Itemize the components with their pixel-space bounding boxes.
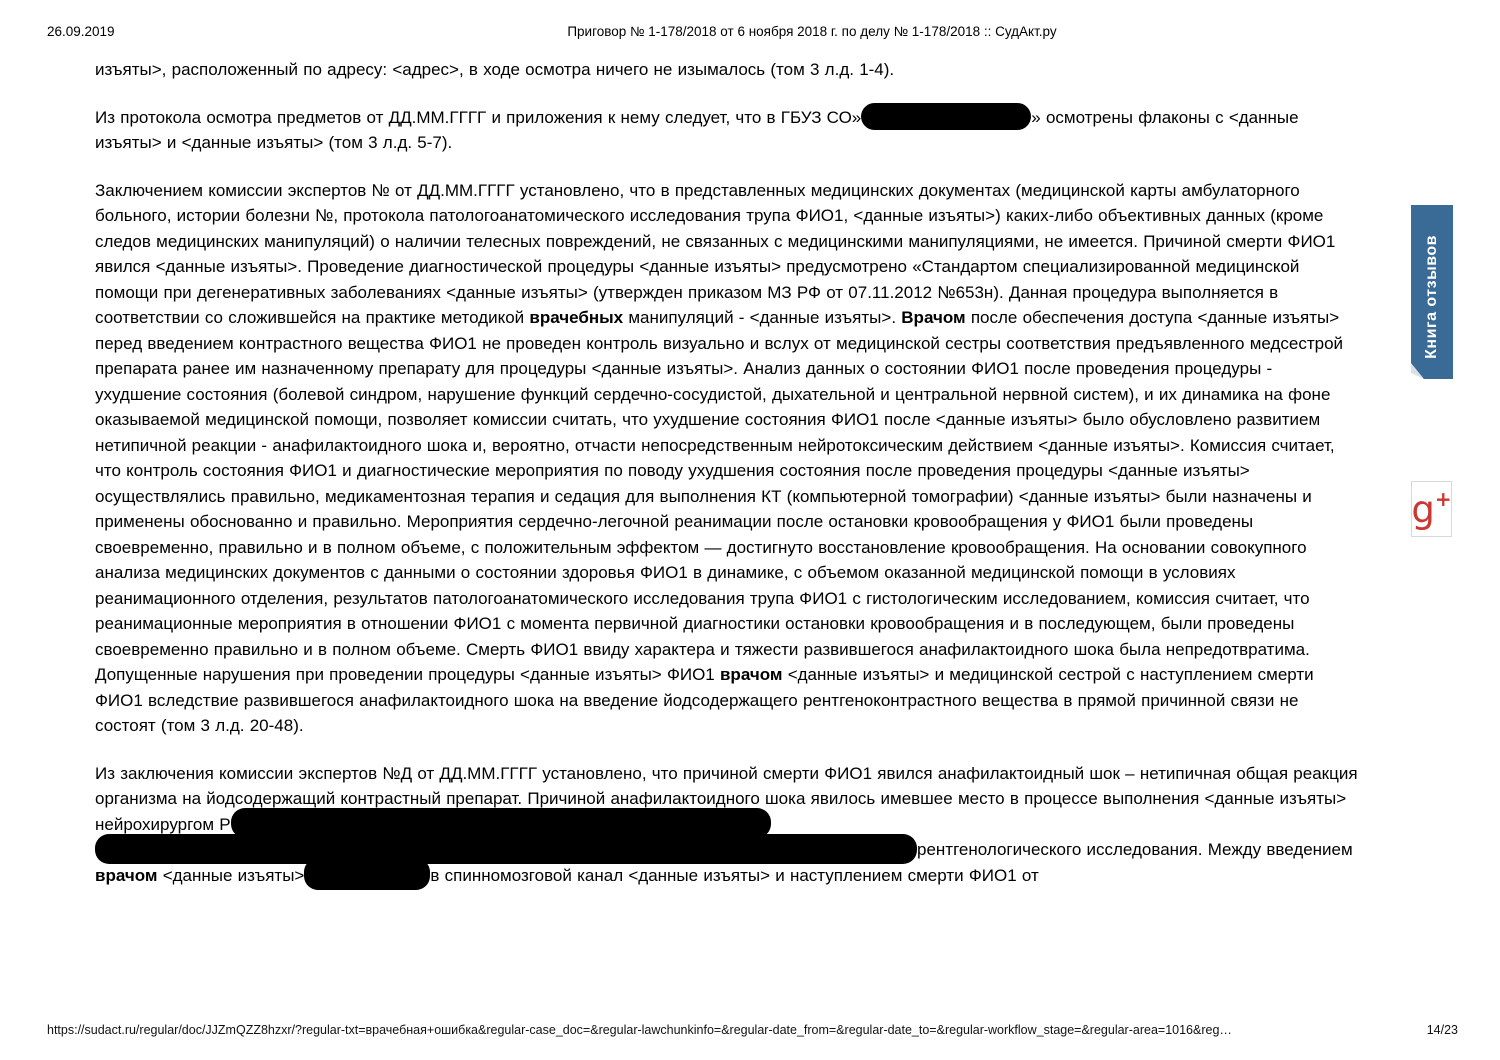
- print-footer-url: https://sudact.ru/regular/doc/JJZmQZZ8hzxr/?regular-txt=врачебная+ошибка&regular-case_doc=&regular-lawchunkinfo=&regular-date_from=&regular-date_to=&regular-workflow_stage=&regular-area=1016&reg…: [47, 1023, 1232, 1037]
- google-plus-plus-glyph: +: [1434, 487, 1452, 511]
- google-plus-g-glyph: g: [1411, 487, 1435, 531]
- highlighted-term: врачом: [95, 865, 158, 885]
- redaction-bar: [95, 834, 917, 864]
- feedback-tab-label: Книга отзывов: [1423, 235, 1440, 359]
- print-footer-page-indicator: 14/23: [1426, 1023, 1458, 1037]
- google-plus-icon[interactable]: [1411, 481, 1452, 537]
- document-body: [95, 57, 1361, 910]
- feedback-book-tab[interactable]: [1411, 205, 1453, 379]
- paragraph: [95, 105, 1361, 156]
- text-run: <данные изъяты>: [157, 865, 305, 885]
- text-run: манипуляций - <данные изъяты>.: [623, 308, 902, 327]
- text-run: Из протокола осмотра предметов от ДД.ММ.ГГГГ и приложения к нему следует, что в ГБУЗ СО»: [95, 107, 862, 127]
- text-run: Заключением комиссии экспертов № от ДД.ММ.ГГГГ установлено, что в представленных медицинских документах (медицинской карты амбулаторного больного, истории болезни №, протокола патологоанатомического исследования трупа ФИО1, <данные изъяты>) каких-либо объективных данных (кроме следов медицинских манипуляций) о наличии телесных повреждений, не связанных с медицинскими манипуляциями, не имеется. Причиной смерти ФИО1 явился <данные изъяты>. Проведение диагностической процедуры <данные изъяты> предусмотрено «Стандартом специализированной медицинской помощи при дегенеративных заболеваниях <данные изъяты> (утвержден приказом МЗ РФ от 07.11.2012 №653н). Данная процедура выполняется в соответствии со сложившейся на практике методикой: [95, 180, 1336, 327]
- text-run: изъяты>, расположенный по адресу: <адрес>, в ходе осмотра ничего не изымалось (том 3 л.д. 1-4).: [95, 60, 895, 79]
- paragraph: [95, 178, 1361, 739]
- text-run: Из заключения комиссии экспертов №Д от ДД.ММ.ГГГГ установлено, что причиной смерти ФИО1 явился анафилактоидный шок – нетипичная общая реакция организма на йодсодержащий контрастный препарат. Причиной анафилактоидного шока явилось имевшее место в процессе выполнения <данные изъяты> нейрохирургом Р: [95, 763, 1358, 834]
- text-run: в спинномозговой канал <данные изъяты> и наступлением смерти ФИО1 от: [430, 865, 1039, 885]
- text-run: после обеспечения доступа <данные изъяты> перед введением контрастного вещества ФИО1 не проведен контроль визуально и вслух от медицинской сестры соответствия предъявленного медсестрой препарата ранее им назначенному препарату для процедуры <данные изъяты>. Анализ данных о состоянии ФИО1 после проведения процедуры - ухудшение состояния (болевой синдром, нарушение функций сердечно-сосудистой, дыхательной и центральной нервной систем), и их динамика на фоне оказываемой медицинской помощи, позволяет комиссии считать, что ухудшение состояния ФИО1 после <данные изъяты> было обусловлено развитием нетипичной реакции - анафилактоидного шока и, вероятно, отчасти непосредственным нейротоксическим действием <данные изъяты>. Комиссия считает, что контроль состояния ФИО1 и диагностические мероприятия по поводу ухудшения состояния после проведения процедуры <данные изъяты> осуществлялись правильно, медикаментозная терапия и седация для выполнения КТ (компьютерной томографии) <данные изъяты> были назначены и применены обоснованно и правильно. Мероприятия сердечно-легочной реанимации после остановки кровообращения у ФИО1 были проведены своевременно, правильно и в полном объеме, с положительным эффектом — достигнуто восстановление кровообращения. На основании совокупного анализа медицинских документов с данными о состоянии здоровья ФИО1 в динамике, с объемом оказанной медицинской помощи в условиях реанимационного отделения, результатов патологоанатомического исследования трупа ФИО1 с гистологическим исследованием, комиссия считает, что реанимационные мероприятия в отношении ФИО1 с момента первичной диагностики остановки кровообращения и в последующем, были проведены своевременно правильно и в полном объеме. Смерть ФИО1 ввиду характера и тяжести развившегося анафилактоидного шока была непредотвратима. Допущенные нарушения при проведении процедуры <данные изъяты> ФИО1: [95, 308, 1344, 684]
- text-run: » осмотрены флаконы с <данные изъяты> и <данные изъяты> (том 3 л.д. 5-7).: [95, 107, 1299, 152]
- print-header-date: 26.09.2019: [47, 24, 115, 39]
- redaction-bar: [304, 858, 430, 890]
- highlighted-term: Врачом: [901, 308, 966, 327]
- print-header-title: Приговор № 1-178/2018 от 6 ноября 2018 г. по делу № 1-178/2018 :: СудАкт.ру: [567, 24, 1057, 39]
- redaction-bar: [861, 103, 1031, 130]
- paragraph: [95, 761, 1361, 889]
- highlighted-term: врачебных: [529, 308, 624, 327]
- text-run: рентгенологического исследования. Между введением: [917, 840, 1353, 859]
- paragraph: [95, 57, 1361, 83]
- highlighted-term: врачом: [719, 665, 783, 684]
- text-run: <данные изъяты> и медицинской сестрой с наступлением смерти ФИО1 вследствие развившегося анафилактоидного шока на введение йодсодержащего рентгеноконтрастного вещества в прямой причинной связи не состоят (том 3 л.д. 20-48).: [95, 665, 1314, 735]
